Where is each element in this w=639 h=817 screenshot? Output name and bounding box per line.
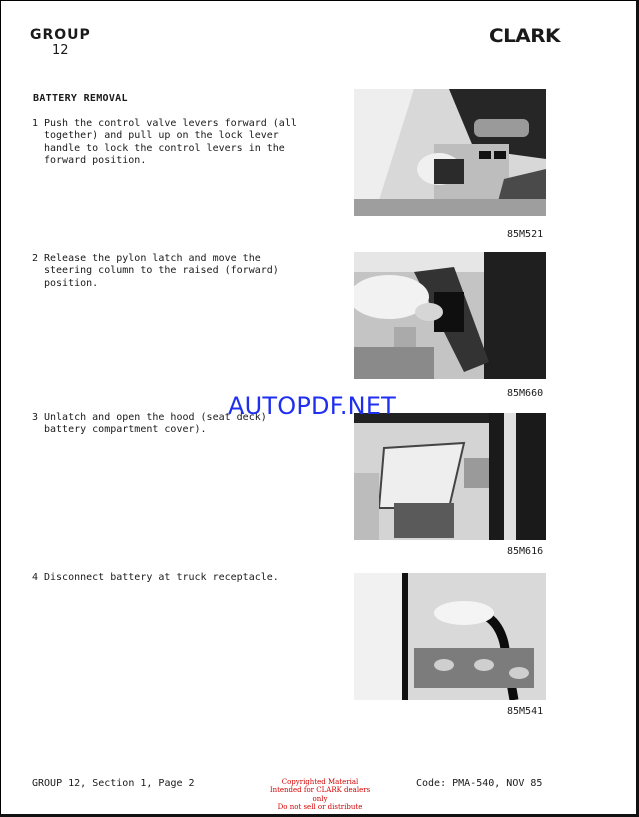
copyright-line: Intended for CLARK dealers only bbox=[269, 786, 371, 803]
copyright-line: Copyrighted Material bbox=[281, 778, 359, 786]
step-text: Release the pylon latch and move the steering column to the raised (forward) position. bbox=[44, 253, 279, 289]
figure-caption: 85M521 bbox=[507, 229, 544, 240]
step-number: 3 bbox=[32, 412, 39, 423]
footer-page-reference: GROUP 12, Section 1, Page 2 bbox=[32, 778, 195, 789]
step-number: 1 bbox=[32, 118, 39, 129]
section-title: BATTERY REMOVAL bbox=[33, 93, 128, 104]
clark-logo: CLARK bbox=[489, 25, 560, 47]
step-text: Unlatch and open the hood (seat deck) battery compartment cover). bbox=[44, 412, 267, 436]
copyright-line: Do not sell or distribute bbox=[277, 803, 363, 812]
photo-battery-receptacle bbox=[354, 573, 546, 700]
copyright-notice bbox=[262, 778, 378, 812]
step-1 bbox=[32, 118, 307, 167]
footer-document-code: Code: PMA-540, NOV 85 bbox=[416, 778, 543, 789]
watermark: AUTOPDF.NET bbox=[228, 392, 397, 420]
figure-caption: 85M660 bbox=[507, 388, 544, 399]
figure-caption: 85M541 bbox=[507, 706, 544, 717]
step-number: 4 bbox=[32, 572, 39, 583]
step-4 bbox=[32, 572, 307, 584]
photo-steering-column bbox=[354, 252, 546, 379]
step-number: 2 bbox=[32, 253, 39, 264]
photo-control-levers bbox=[354, 89, 546, 216]
group-label: GROUP bbox=[30, 27, 91, 43]
photo-hood-open bbox=[354, 413, 546, 540]
figure-caption: 85M616 bbox=[507, 546, 544, 557]
group-number: 12 bbox=[52, 43, 69, 58]
step-text: Disconnect battery at truck receptacle. bbox=[44, 572, 279, 583]
step-2 bbox=[32, 253, 307, 290]
step-text: Push the control valve levers forward (all together) and pull up on the lock lever handle to lock the control levers in the forward position. bbox=[44, 118, 297, 166]
